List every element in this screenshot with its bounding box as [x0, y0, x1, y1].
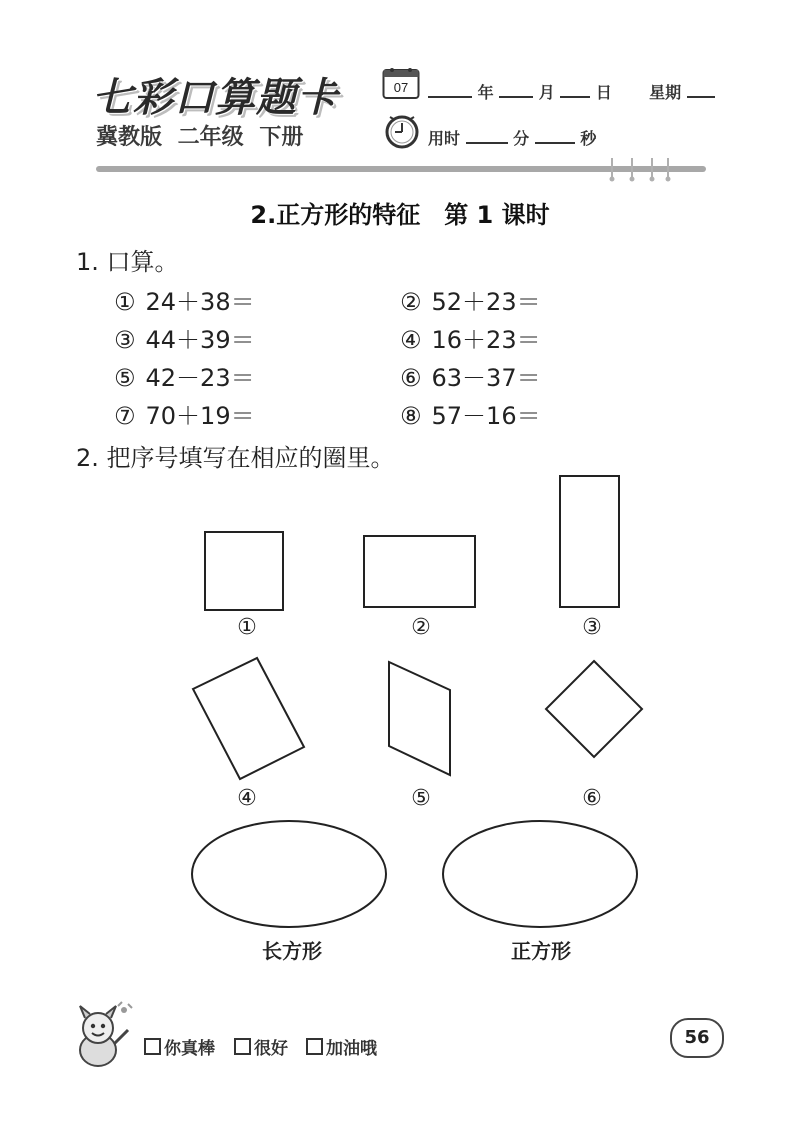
problem-item — [400, 282, 541, 317]
problem-number: ④ — [400, 326, 422, 354]
time-used-label: 用时 — [428, 129, 461, 148]
rating-option[interactable] — [144, 1034, 215, 1059]
problem-number: ① — [114, 288, 136, 316]
problem-item — [114, 358, 255, 393]
problem-item — [114, 396, 255, 431]
day-blank[interactable] — [560, 82, 590, 98]
divider-decoration — [604, 156, 674, 182]
page-number: 56 — [670, 1018, 724, 1058]
shape-label: ③ — [582, 615, 602, 640]
shape-label: ④ — [237, 786, 257, 811]
problem-expression[interactable]: 16＋23＝ — [431, 326, 541, 354]
problem-number: ⑥ — [400, 364, 422, 392]
problem-number: ③ — [114, 326, 136, 354]
shape-2-rectangle — [364, 536, 475, 607]
minutes-blank[interactable] — [466, 128, 508, 144]
shape-6-rotated-square — [546, 661, 642, 757]
problem-item — [114, 320, 255, 355]
shape-label: ⑤ — [411, 786, 431, 811]
shape-5-parallelogram — [389, 662, 450, 775]
shape-label: ① — [237, 615, 257, 640]
problem-expression[interactable]: 24＋38＝ — [145, 288, 255, 316]
problem-expression[interactable]: 63－37＝ — [431, 364, 541, 392]
calendar-day: 07 — [393, 80, 409, 95]
problem-item — [400, 320, 541, 355]
lesson-title: 2.正方形的特征 第 1 课时 — [250, 201, 550, 229]
problem-expression[interactable]: 42－23＝ — [145, 364, 255, 392]
brand-title: 七彩口算题卡 — [92, 75, 338, 121]
section1-heading: 1. 口算。 — [76, 248, 179, 276]
rating-option[interactable] — [234, 1034, 288, 1059]
oval-label-square: 正方形 — [511, 939, 571, 963]
weekday-blank[interactable] — [687, 82, 715, 98]
section2-heading: 2. 把序号填写在相应的圈里。 — [76, 444, 395, 472]
checkbox-icon[interactable] — [306, 1038, 323, 1055]
time-fields — [428, 126, 596, 149]
problem-number: ⑤ — [114, 364, 136, 392]
rating-option[interactable] — [306, 1034, 377, 1059]
shape-4-rotated-rectangle — [193, 658, 304, 779]
oval-rectangles — [192, 821, 386, 927]
month-label: 月 — [538, 83, 555, 102]
seconds-blank[interactable] — [535, 128, 575, 144]
checkbox-icon[interactable] — [234, 1038, 251, 1055]
year-label: 年 — [477, 83, 494, 102]
seconds-label: 秒 — [580, 129, 597, 148]
problem-expression[interactable]: 70＋19＝ — [145, 402, 255, 430]
clock-icon — [384, 114, 420, 150]
shape-label: ⑥ — [582, 786, 602, 811]
rating-label: 你真棒 — [164, 1039, 215, 1059]
date-fields — [428, 80, 715, 103]
rating-label: 加油哦 — [326, 1039, 377, 1059]
shape-label: ② — [411, 615, 431, 640]
problem-item — [400, 358, 541, 393]
oval-label-rectangle: 长方形 — [262, 939, 322, 963]
problem-expression[interactable]: 57－16＝ — [431, 402, 541, 430]
problem-number: ⑧ — [400, 402, 422, 430]
mascot-icon — [66, 1000, 136, 1072]
oval-squares — [443, 821, 637, 927]
edition-label: 冀教版 二年级 下册 — [96, 125, 304, 150]
problem-expression[interactable]: 52＋23＝ — [431, 288, 541, 316]
problem-item — [400, 396, 541, 431]
rating-label: 很好 — [254, 1039, 288, 1059]
shape-3-rectangle — [560, 476, 619, 607]
problem-number: ② — [400, 288, 422, 316]
minutes-label: 分 — [513, 129, 530, 148]
day-label: 日 — [595, 83, 612, 102]
weekday-label: 星期 — [649, 83, 682, 102]
month-blank[interactable] — [499, 82, 533, 98]
checkbox-icon[interactable] — [144, 1038, 161, 1055]
year-blank[interactable] — [428, 82, 472, 98]
problem-item — [114, 282, 255, 317]
shape-1-square — [205, 532, 283, 610]
problem-expression[interactable]: 44＋39＝ — [145, 326, 255, 354]
problem-number: ⑦ — [114, 402, 136, 430]
calendar-icon — [382, 66, 420, 100]
